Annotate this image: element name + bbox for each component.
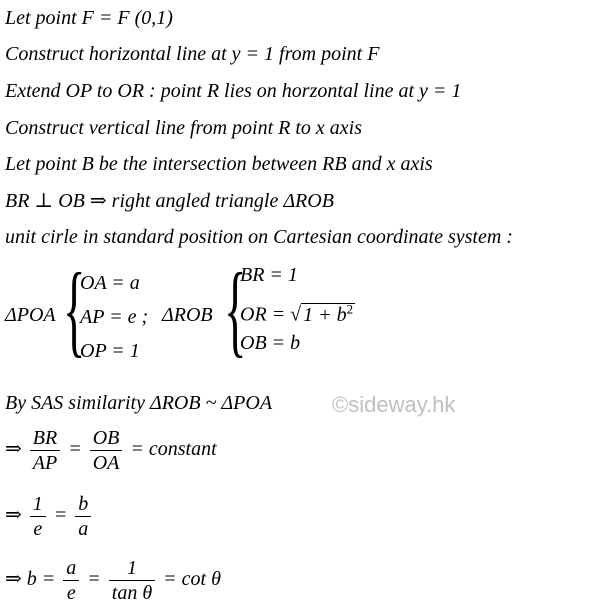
text-line-6: BR ⊥ OB ⇒ right angled triangle ΔROB: [5, 190, 334, 212]
text-line-4: Construct vertical line from point R to x axis: [5, 117, 362, 139]
step-3: ⇒ b = $\frac{a}{e}$ = $\frac{1}{\text{tan θ}}$ = cot θ: [5, 557, 221, 604]
fraction-br-ap: $\frac{BR}{AP}$: [30, 426, 60, 475]
fraction-b-a: $\frac{b}{a}$: [75, 492, 91, 541]
fraction-1-e: $\frac{1}{e}$: [30, 492, 46, 541]
square-root: √ $1 + b^2$: [290, 301, 354, 326]
left-brace-rob: {: [224, 252, 247, 367]
step-1: ⇒ $\frac{BR}{AP}$ = $\frac{OB}{OA}$ = constant: [5, 427, 217, 474]
left-brace-poa: {: [63, 252, 86, 367]
poa-row-3: OP = 1: [80, 340, 140, 362]
poa-row-2: AP = e ;: [80, 306, 149, 328]
poa-system: [80, 266, 148, 368]
rob-row-1: BR = 1: [240, 264, 298, 286]
triangle-poa-label: ΔPOA: [5, 304, 56, 326]
fraction-ob-oa: $\frac{OB}{OA}$: [90, 426, 123, 475]
text-line-3: Extend OP to OR : point R lies on horzontal line at y = 1: [5, 80, 462, 102]
rob-system: [240, 258, 355, 360]
similarity-line: By SAS similarity ΔROB ~ ΔPOA: [5, 392, 273, 414]
watermark: ©sideway.hk: [332, 392, 456, 417]
text-line-2: Construct horizontal line at y = 1 from point F: [5, 43, 380, 65]
text-line-1: Let point F = F (0,1): [5, 7, 173, 29]
fraction-1-tan-theta: $\frac{1}{\text{tan θ}}$: [109, 556, 155, 605]
poa-row-1: OA = a: [80, 272, 140, 294]
text-line-7: unit cirle in standard position on Cartesian coordinate system :: [5, 226, 513, 248]
rob-row-2: OR = √ $1 + b^2$: [240, 292, 355, 326]
fraction-a-e: $\frac{a}{e}$: [63, 556, 79, 605]
triangle-rob-label: ΔROB: [162, 304, 213, 326]
text-line-5: Let point B be the intersection between RB and x axis: [5, 153, 433, 175]
step-2: ⇒ $\frac{1}{e}$ = $\frac{b}{a}$: [5, 492, 94, 541]
rob-row-3: OB = b: [240, 332, 301, 354]
